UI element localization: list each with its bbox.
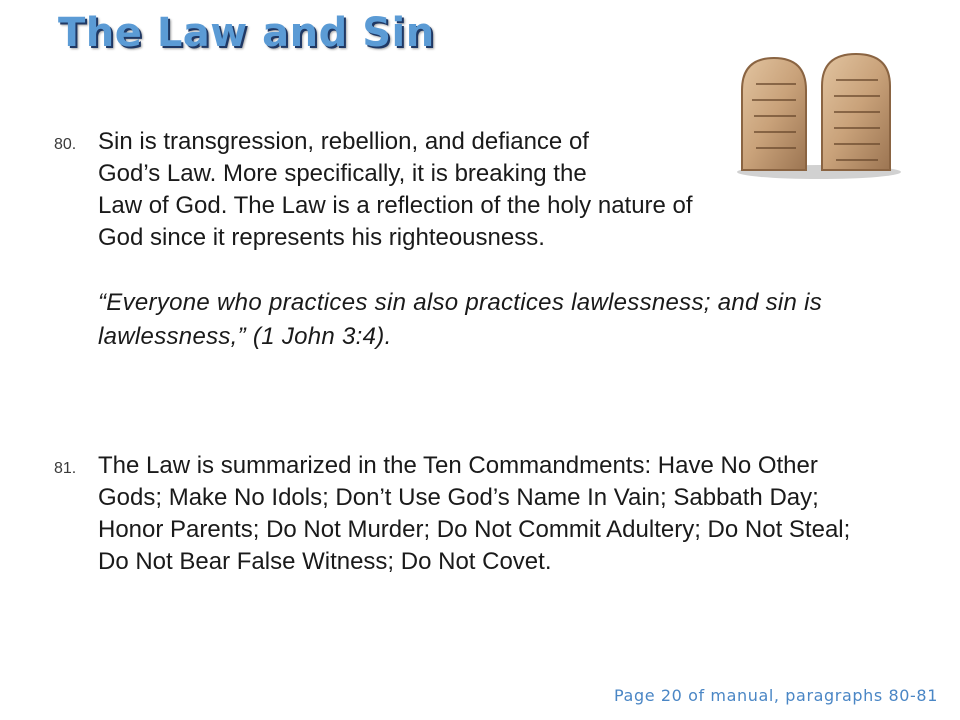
paragraph-number: 81. (54, 460, 77, 477)
slide-title: The Law and Sin (58, 10, 435, 56)
paragraph-number: 80. (54, 136, 77, 153)
scripture-quote: “Everyone who practices sin also practices lawlessness; and sin is lawlessness,” (1 John 3:4). (98, 289, 823, 350)
paragraph-80 (54, 126, 874, 354)
paragraph-81 (54, 450, 874, 578)
paragraph-line: God’s Law. More specifically, it is breaking the (98, 160, 587, 187)
paragraph-line: God since it represents his righteousness. (98, 224, 545, 251)
paragraph-text: The Law is summarized in the Ten Commandments: Have No Other Gods; Make No Idols; Don’t Use God’s Name In Vain; Sabbath Day; Honor Parents; Do Not Murder; Do Not Commit Adultery; Do Not Steal; Do Not Bear False Witness; Do Not Covet. (98, 452, 851, 575)
paragraph-line: Sin is transgression, rebellion, and defiance of (98, 128, 589, 155)
paragraph-line: Law of God. The Law is a reflection of the holy nature of (98, 192, 693, 219)
page-reference: Page 20 of manual, paragraphs 80-81 (614, 686, 938, 705)
paragraph-text (98, 126, 698, 254)
